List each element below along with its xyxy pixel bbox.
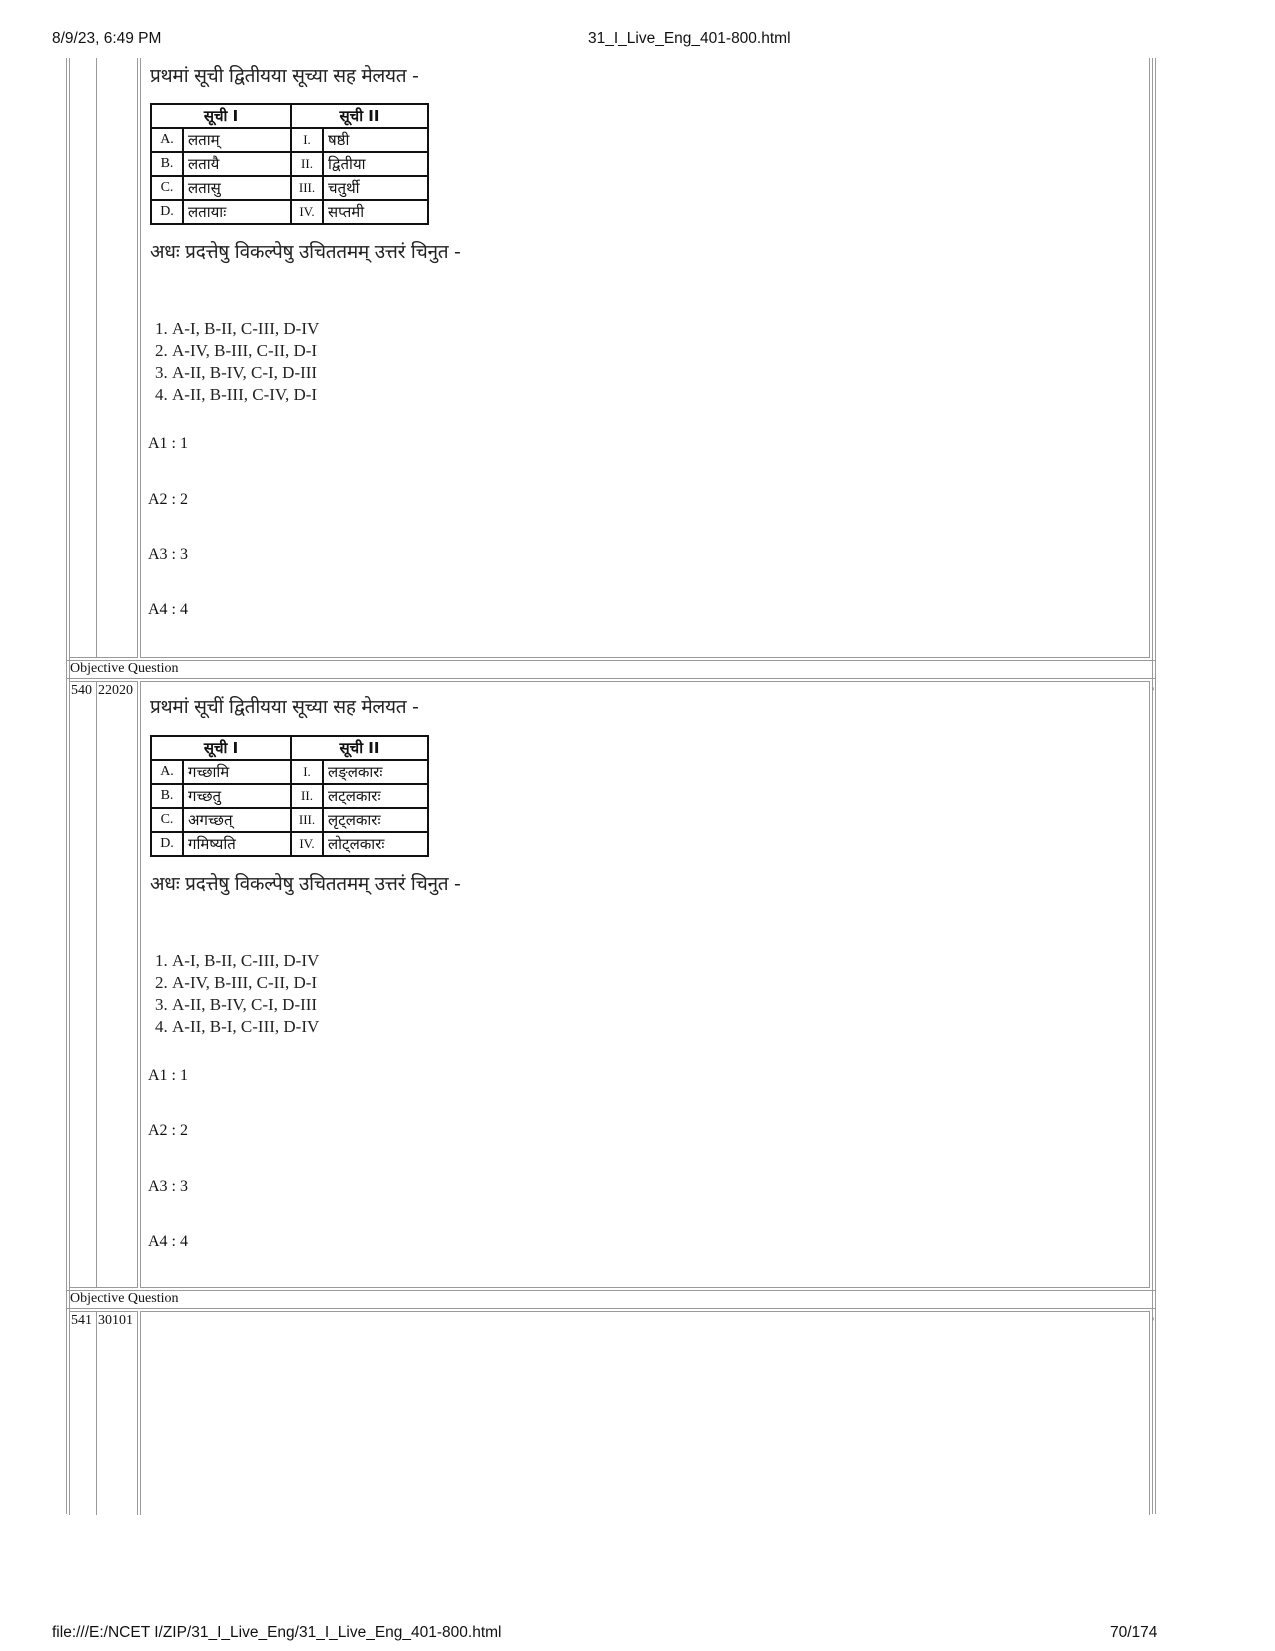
list-item: 1. A-I, B-II, C-III, D-IV: [172, 950, 319, 972]
q1-row-value: लतायाः: [183, 200, 291, 224]
q1-row-value: लताम्: [183, 128, 291, 152]
q1-row-value2: सप्तमी: [323, 200, 428, 224]
q3-serial-cell: [69, 1311, 97, 1515]
q3-content-cell: [140, 1311, 1150, 1515]
q2-id: 22020: [98, 683, 133, 698]
q1-serial-cell: [69, 58, 97, 658]
list-item: 2. A-IV, B-III, C-II, D-I: [172, 972, 319, 994]
q1-row-value: लतासु: [183, 176, 291, 200]
print-title: 31_I_Live_Eng_401-800.html: [588, 30, 791, 47]
q1-row-key2: III.: [291, 176, 323, 200]
table-row: [151, 176, 428, 200]
q2-row-value2: लृट्लकारः: [323, 808, 428, 832]
list-item: 3. A-II, B-IV, C-I, D-III: [172, 362, 319, 384]
table-row: [151, 152, 428, 176]
divider: [66, 1308, 1156, 1309]
table-row: [151, 760, 428, 784]
scroll-marker-icon: ‹: [1152, 684, 1155, 693]
list-item: 4. A-II, B-III, C-IV, D-I: [172, 384, 319, 406]
q3-id: 30101: [98, 1313, 133, 1328]
q1-prompt: अधः प्रदत्तेषु विकल्पेषु उचिततमम् उत्तरं चिनुत -: [150, 241, 461, 263]
q2-answer-4: A4 : 4: [148, 1233, 188, 1250]
divider: [66, 1290, 1156, 1291]
table-row: [151, 128, 428, 152]
q2-row-value: गच्छामि: [183, 760, 291, 784]
q1-instruction: प्रथमां सूची द्वितीयया सूच्या सह मेलयत -: [150, 65, 419, 87]
section-label: Objective Question: [70, 661, 179, 676]
q1-id-cell: [96, 58, 138, 658]
q2-row-key2: I.: [291, 760, 323, 784]
list-item: 4. A-II, B-I, C-III, D-IV: [172, 1016, 319, 1038]
q2-row-value: गच्छतु: [183, 784, 291, 808]
divider: [66, 678, 1156, 679]
q1-row-key: A.: [151, 128, 183, 152]
q1-row-value: लतायै: [183, 152, 291, 176]
q1-answer-2: A2 : 2: [148, 491, 188, 508]
q2-row-value2: लट्लकारः: [323, 784, 428, 808]
q3-serial: 541: [71, 1313, 92, 1328]
q2-prompt: अधः प्रदत्तेषु विकल्पेषु उचिततमम् उत्तरं चिनुत -: [150, 873, 461, 895]
q2-serial: 540: [71, 683, 92, 698]
q1-match-table: [150, 103, 429, 225]
q2-answer-3: A3 : 3: [148, 1178, 188, 1195]
frame-left-outer: [66, 58, 67, 1514]
q2-id-cell: [96, 681, 138, 1288]
section-label: Objective Question: [70, 1291, 179, 1306]
q2-col2-header: सूची II: [291, 736, 428, 760]
q2-row-key: D.: [151, 832, 183, 856]
q1-answer-3: A3 : 3: [148, 546, 188, 563]
table-row: [151, 808, 428, 832]
print-datetime: 8/9/23, 6:49 PM: [52, 30, 162, 47]
q2-row-value: अगच्छत्: [183, 808, 291, 832]
q1-row-key: B.: [151, 152, 183, 176]
list-item: 1. A-I, B-II, C-III, D-IV: [172, 318, 319, 340]
q2-answer-2: A2 : 2: [148, 1122, 188, 1139]
q1-row-key: C.: [151, 176, 183, 200]
q2-col1-header: सूची I: [151, 736, 291, 760]
q1-row-key2: IV.: [291, 200, 323, 224]
q2-row-key: C.: [151, 808, 183, 832]
q2-instruction: प्रथमां सूचीं द्वितीयया सूच्या सह मेलयत -: [150, 696, 419, 718]
list-item: 3. A-II, B-IV, C-I, D-III: [172, 994, 319, 1016]
q1-answer-4: A4 : 4: [148, 601, 188, 618]
q1-col1-header: सूची I: [151, 104, 291, 128]
q2-row-key: B.: [151, 784, 183, 808]
q1-col2-header: सूची II: [291, 104, 428, 128]
q2-row-value2: लोट्लकारः: [323, 832, 428, 856]
q1-row-value2: षष्ठी: [323, 128, 428, 152]
q2-row-key2: III.: [291, 808, 323, 832]
table-row: [151, 832, 428, 856]
q1-row-value2: चतुर्थी: [323, 176, 428, 200]
q1-answer-1: A1 : 1: [148, 435, 188, 452]
scroll-marker-icon: ‹: [1152, 1314, 1155, 1323]
q2-row-key: A.: [151, 760, 183, 784]
frame-right-outer: [1155, 58, 1156, 1514]
q1-row-key: D.: [151, 200, 183, 224]
q2-row-key2: IV.: [291, 832, 323, 856]
q2-answer-1: A1 : 1: [148, 1067, 188, 1084]
q2-row-value: गमिष्यति: [183, 832, 291, 856]
q1-row-key2: I.: [291, 128, 323, 152]
table-row: [151, 200, 428, 224]
list-item: 2. A-IV, B-III, C-II, D-I: [172, 340, 319, 362]
q1-row-value2: द्वितीया: [323, 152, 428, 176]
q2-options-list: [150, 950, 319, 1038]
print-page-number: 70/174: [1110, 1624, 1158, 1641]
q1-row-key2: II.: [291, 152, 323, 176]
frame-right-inner: [1152, 58, 1153, 1514]
q3-id-cell: [96, 1311, 138, 1515]
q2-row-key2: II.: [291, 784, 323, 808]
print-file-path: file:///E:/NCET I/ZIP/31_I_Live_Eng/31_I_Live_Eng_401-800.html: [52, 1624, 502, 1641]
q1-options-list: [150, 318, 319, 406]
q2-serial-cell: [69, 681, 97, 1288]
q2-row-value2: लङ्लकारः: [323, 760, 428, 784]
divider: [66, 660, 1156, 661]
q2-match-table: [150, 735, 429, 857]
table-row: [151, 784, 428, 808]
